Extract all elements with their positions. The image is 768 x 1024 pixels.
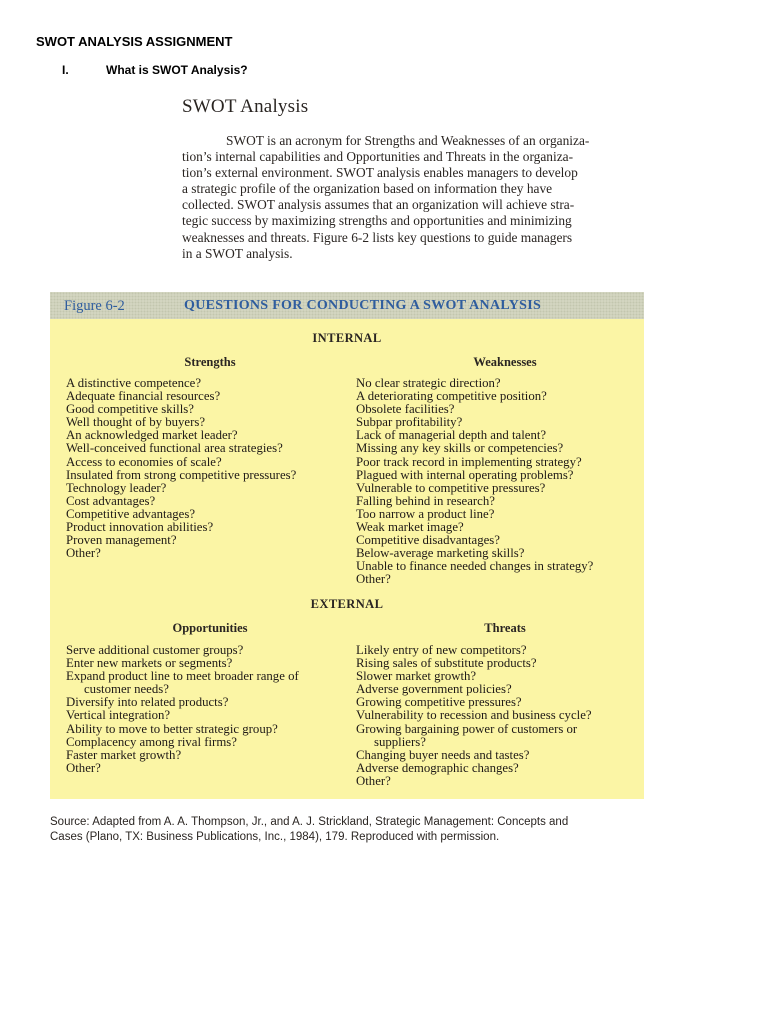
list-item: Below-average marketing skills? bbox=[356, 546, 525, 561]
list-item: Well thought of by buyers? bbox=[66, 415, 205, 430]
list-item: customer needs? bbox=[84, 682, 169, 697]
list-item: Cost advantages? bbox=[66, 493, 156, 508]
list-item: Vulnerable to competitive pressures? bbox=[356, 480, 546, 495]
list-item: Plagued with internal operating problems? bbox=[356, 467, 574, 482]
list-item: Too narrow a product line? bbox=[356, 506, 495, 521]
list-item: Missing any key skills or competencies? bbox=[356, 441, 564, 456]
opportunities-list bbox=[66, 644, 299, 775]
source-citation bbox=[50, 815, 650, 844]
list-item: Proven management? bbox=[66, 533, 177, 548]
list-item: Lack of managerial depth and talent? bbox=[356, 428, 547, 443]
list-item: Growing competitive pressures? bbox=[356, 695, 522, 710]
threats-list bbox=[356, 644, 592, 788]
list-item: Good competitive skills? bbox=[66, 402, 194, 417]
list-item: Rising sales of substitute products? bbox=[356, 656, 537, 671]
list-item: A distinctive competence? bbox=[66, 376, 202, 390]
list-item: Access to economies of scale? bbox=[66, 454, 222, 469]
list-item: Subpar profitability? bbox=[356, 415, 463, 430]
opportunities-heading: Opportunities bbox=[172, 621, 248, 635]
list-item: Adequate financial resources? bbox=[66, 389, 221, 404]
list-item: Serve additional customer groups? bbox=[66, 643, 244, 657]
list-item: Complacency among rival firms? bbox=[66, 734, 237, 749]
list-item: Other? bbox=[356, 773, 391, 788]
book-paragraph bbox=[182, 133, 644, 262]
list-item: Other? bbox=[356, 572, 391, 587]
list-item: Vulnerability to recession and business cycle? bbox=[356, 708, 592, 723]
paragraph-line: tegic success by maximizing strengths and opportunities and minimizing bbox=[182, 213, 572, 229]
list-item: Competitive advantages? bbox=[66, 506, 195, 521]
paragraph-line: tion’s internal capabilities and Opportunities and Threats in the organiza- bbox=[182, 149, 574, 165]
list-item: Adverse government policies? bbox=[356, 682, 512, 697]
list-item: Falling behind in research? bbox=[356, 493, 495, 508]
list-item: Competitive disadvantages? bbox=[356, 533, 500, 548]
list-item: Product innovation abilities? bbox=[66, 520, 214, 535]
strengths-heading: Strengths bbox=[184, 355, 236, 369]
list-item: Slower market growth? bbox=[356, 669, 477, 684]
list-item: Vertical integration? bbox=[66, 708, 171, 723]
list-item: Adverse demographic changes? bbox=[356, 760, 519, 775]
list-item: Poor track record in implementing strategy? bbox=[356, 454, 582, 469]
list-item: Technology leader? bbox=[66, 480, 167, 495]
document-title: SWOT ANALYSIS ASSIGNMENT bbox=[36, 34, 233, 49]
list-item: Other? bbox=[66, 760, 101, 775]
section-number: I. bbox=[62, 63, 69, 77]
swot-figure bbox=[50, 292, 644, 799]
list-item: Likely entry of new competitors? bbox=[356, 643, 527, 657]
weaknesses-heading: Weaknesses bbox=[473, 355, 537, 369]
list-item: Obsolete facilities? bbox=[356, 402, 455, 417]
list-item: Well-conceived functional area strategies? bbox=[66, 441, 283, 456]
figure-caption: QUESTIONS FOR CONDUCTING A SWOT ANALYSIS bbox=[184, 298, 542, 313]
section-title: What is SWOT Analysis? bbox=[106, 63, 248, 77]
source-line: Cases (Plano, TX: Business Publications, Inc., 1984), 179. Reproduced with permission. bbox=[50, 830, 500, 843]
list-item: suppliers? bbox=[374, 734, 426, 749]
source-line: Source: Adapted from A. A. Thompson, Jr., and A. J. Strickland, Strategic Management: Concepts and bbox=[50, 816, 569, 828]
list-item: Changing buyer needs and tastes? bbox=[356, 747, 530, 762]
list-item: Ability to move to better strategic group? bbox=[66, 721, 278, 736]
strengths-list bbox=[66, 377, 296, 560]
figure-header bbox=[50, 292, 644, 319]
book-heading: SWOT Analysis bbox=[182, 96, 309, 117]
paragraph-line: tion’s external environment. SWOT analysis enables managers to develop bbox=[182, 165, 578, 181]
paragraph-line: a strategic profile of the organization based on information they have bbox=[182, 181, 553, 197]
list-item: Expand product line to meet broader range of bbox=[66, 669, 299, 684]
list-item: Enter new markets or segments? bbox=[66, 656, 233, 671]
list-item: No clear strategic direction? bbox=[356, 376, 501, 390]
paragraph-line: collected. SWOT analysis assumes that an organization will achieve stra- bbox=[182, 197, 575, 213]
internal-heading: INTERNAL bbox=[312, 331, 382, 345]
paragraph-line: in a SWOT analysis. bbox=[182, 245, 293, 261]
list-item: Faster market growth? bbox=[66, 747, 182, 762]
list-item: Diversify into related products? bbox=[66, 695, 229, 710]
list-item: Weak market image? bbox=[356, 520, 464, 535]
threats-heading: Threats bbox=[484, 621, 526, 635]
paragraph-line: SWOT is an acronym for Strengths and Weaknesses of an organiza- bbox=[226, 133, 590, 148]
list-item: Insulated from strong competitive pressures? bbox=[66, 467, 297, 482]
list-item: Other? bbox=[66, 546, 101, 561]
list-item: Growing bargaining power of customers or bbox=[356, 721, 578, 736]
weaknesses-list bbox=[356, 377, 593, 587]
external-heading: EXTERNAL bbox=[310, 597, 384, 611]
list-item: An acknowledged market leader? bbox=[66, 428, 238, 443]
list-item: Unable to finance needed changes in strategy? bbox=[356, 559, 594, 574]
list-item: A deteriorating competitive position? bbox=[356, 389, 547, 404]
paragraph-line: weaknesses and threats. Figure 6-2 lists key questions to guide managers bbox=[182, 229, 573, 245]
figure-label: Figure 6-2 bbox=[64, 298, 125, 314]
